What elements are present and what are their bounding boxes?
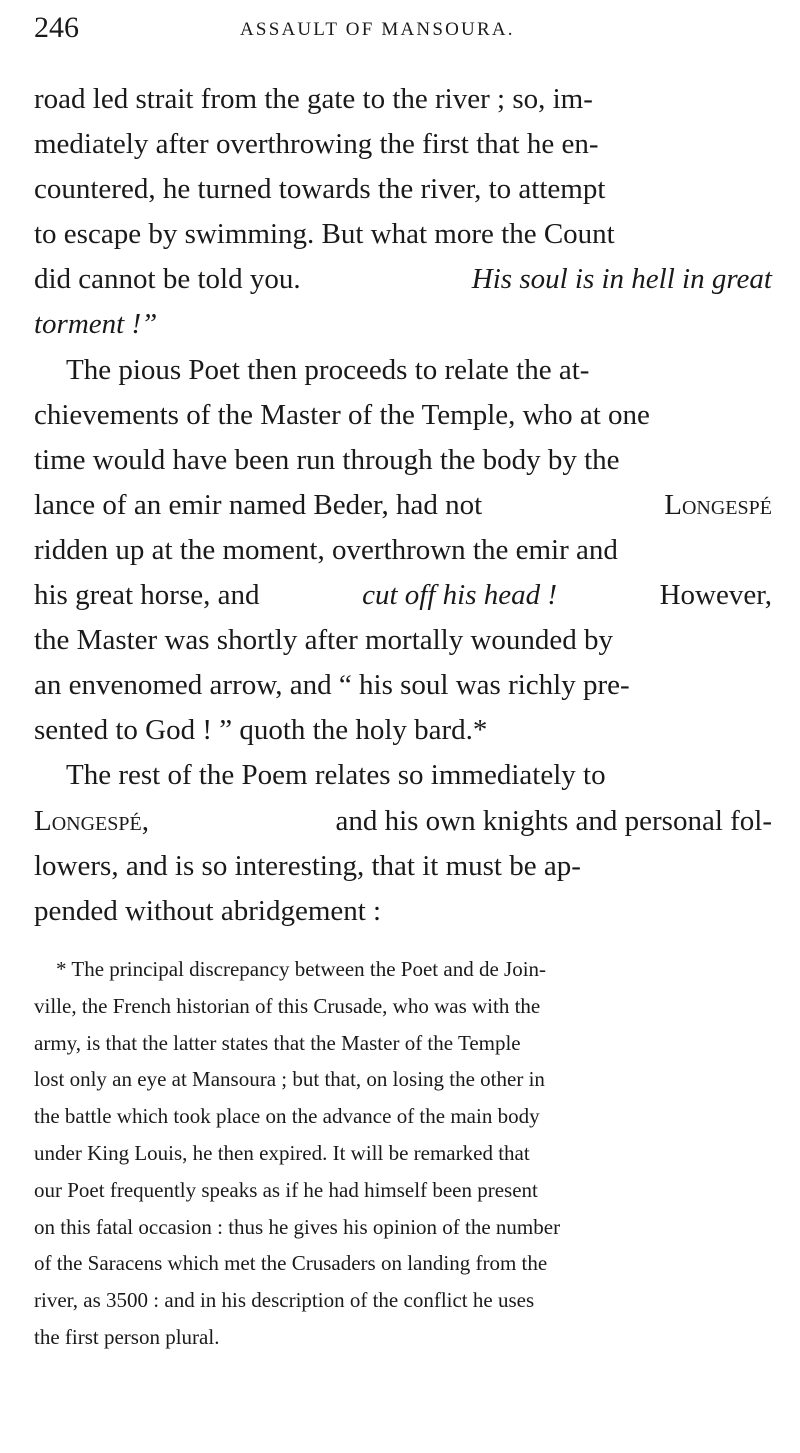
text-line	[34, 438, 772, 483]
text-segment: ridden up at the moment, overthrown the emir and	[34, 533, 618, 566]
footnote-line	[34, 1319, 772, 1356]
text-line	[34, 799, 772, 844]
text-segment: The pious Poet then proceeds to relate the at-	[66, 353, 590, 386]
footnote-line	[34, 1172, 772, 1209]
text-segment: lance of an emir named Beder, had not	[34, 488, 483, 521]
text-segment: an envenomed arrow, and “ his soul was richly pre-	[34, 669, 630, 702]
paragraph-start	[34, 753, 772, 798]
footnote-text: * The principal discrepancy between the Poet and de Join-	[56, 957, 547, 981]
text-segment: lowers, and is so interesting, that it must be ap-	[34, 849, 581, 882]
footnote-line	[34, 1282, 772, 1319]
text-line	[34, 257, 772, 302]
text-line	[34, 573, 772, 618]
footnote-text: our Poet frequently speaks as if he had himself been present	[34, 1177, 538, 1202]
italic-segment: His soul is in hell in great	[471, 263, 772, 296]
footnote	[34, 951, 772, 1356]
footnote-line	[34, 1135, 772, 1172]
text-segment: time would have been run through the body by the	[34, 443, 620, 476]
footnote-line	[34, 1025, 772, 1062]
text-line	[34, 483, 772, 528]
paragraph-start	[34, 348, 772, 393]
page-number: 246	[34, 11, 79, 44]
text-line	[34, 663, 772, 708]
footnote-text: lost only an eye at Mansoura ; but that, on losing the other in	[34, 1067, 545, 1092]
footnote-line	[34, 1098, 772, 1135]
footnote-text: under King Louis, he then expired. It will be remarked that	[34, 1140, 530, 1165]
footnote-text: river, as 3500 : and in his description of the conflict he uses	[34, 1288, 535, 1313]
text-segment: road led strait from the gate to the river ; so, im-	[34, 83, 593, 115]
footnote-line	[34, 951, 772, 988]
footnote-text: ville, the French historian of this Crusade, who was with the	[34, 993, 541, 1018]
italic-segment: cut off his head !	[362, 579, 558, 612]
footnote-text: of the Saracens which met the Crusaders on landing from the	[34, 1251, 548, 1276]
text-segment: and his own knights and personal fol-	[335, 804, 772, 837]
text-line	[34, 302, 772, 347]
text-segment: mediately after overthrowing the first that he en-	[34, 128, 599, 161]
text-segment: However,	[659, 579, 772, 612]
footnote-line	[34, 988, 772, 1025]
text-segment: did cannot be told you.	[34, 263, 301, 296]
text-line	[34, 708, 772, 753]
footnote-text: on this fatal occasion : thus he gives his opinion of the number	[34, 1214, 561, 1239]
text-segment: The rest of the Poem relates so immediately to	[66, 759, 606, 792]
text-segment: sented to God ! ” quoth the holy bard.*	[34, 714, 488, 747]
footnote-line	[34, 1245, 772, 1282]
footnote-line	[34, 1061, 772, 1098]
small-caps-name: Longespé	[664, 488, 772, 521]
italic-segment: torment !”	[34, 308, 158, 341]
footnote-text: the battle which took place on the advance of the main body	[34, 1104, 540, 1129]
page-header	[34, 8, 770, 48]
footnote-text: the first person plural.	[34, 1324, 220, 1349]
text-line	[34, 167, 772, 212]
text-line	[34, 528, 772, 573]
text-segment: chievements of the Master of the Temple, who at one	[34, 398, 650, 431]
small-caps-name: Longespé,	[34, 804, 149, 837]
text-segment: the Master was shortly after mortally wounded by	[34, 624, 614, 657]
text-segment: his great horse, and	[34, 579, 260, 612]
text-line	[34, 393, 772, 438]
footnote-text: army, is that the latter states that the Master of the Temple	[34, 1030, 521, 1055]
text-segment: to escape by swimming. But what more the Count	[34, 218, 615, 251]
text-line	[34, 77, 772, 122]
text-segment: countered, he turned towards the river, to attempt	[34, 173, 606, 206]
text-line	[34, 618, 772, 663]
text-line	[34, 889, 772, 934]
text-segment: pended without abridgement :	[34, 894, 382, 927]
running-head: ASSAULT OF MANSOURA.	[240, 19, 515, 40]
main-text	[34, 77, 772, 934]
text-line	[34, 844, 772, 889]
text-line	[34, 122, 772, 167]
footnote-line	[34, 1209, 772, 1246]
text-line	[34, 212, 772, 257]
